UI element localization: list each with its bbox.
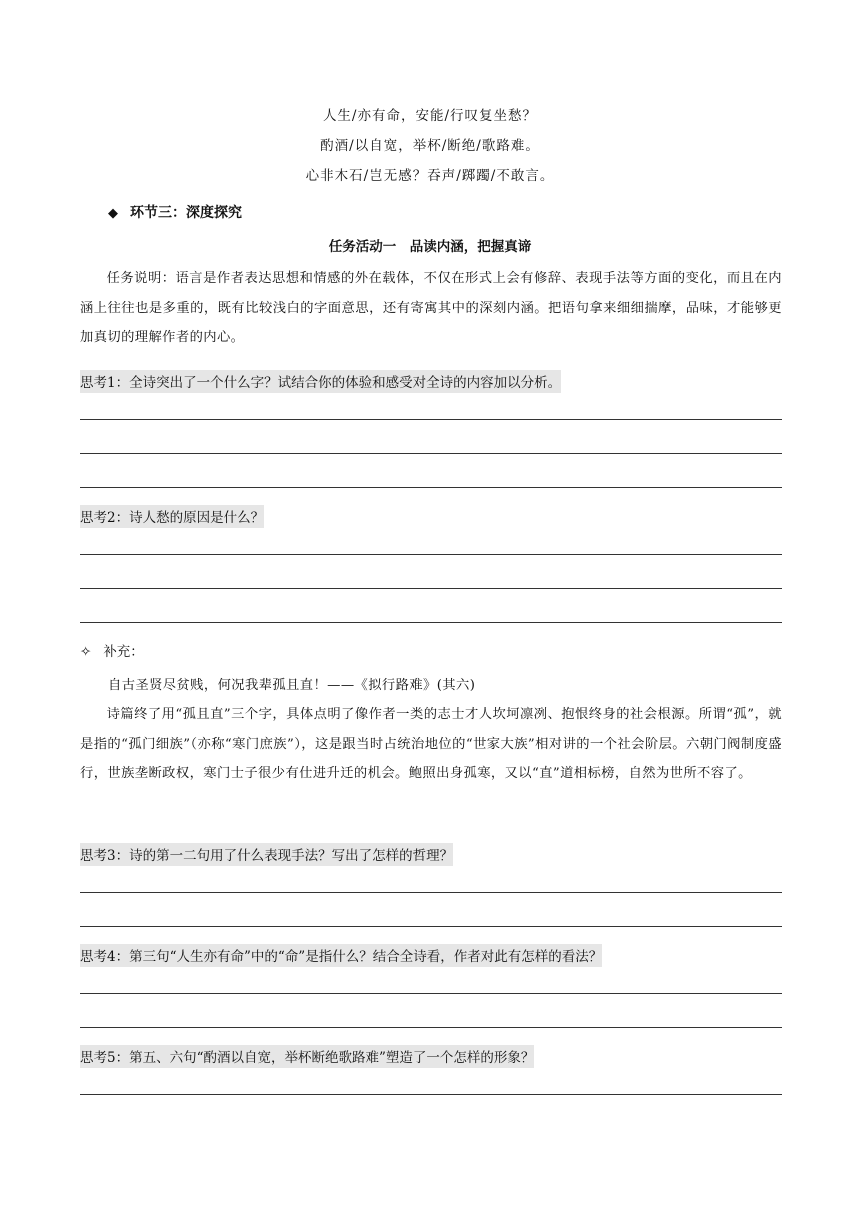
supplement-explanation: 诗篇终了用“孤且直”三个字，具体点明了像作者一类的志士才人坎坷凛冽、抱恨终身的社会根源。所谓“孤”，就是指的“孤门细族”（亦称“寒门庶族”），这是跟当时占统治地位的“世家大族”相对讲的一个社会阶层。六朝门阀制度盛行，世族垄断政权，寒门士子很少有仕进升迁的机会。鲍照出身孤寒，又以“直”道相标榜，自然为世所不容了。 <box>80 707 782 781</box>
answer-line[interactable] <box>80 993 782 994</box>
answer-line[interactable] <box>80 453 782 454</box>
question-3: 思考3：诗的第一二句用了什么表现手法？写出了怎样的哲理？ <box>80 843 453 866</box>
task-title: 任务活动一 品读内涵，把握真谛 <box>328 239 532 255</box>
answer-line[interactable] <box>80 487 782 488</box>
poem-line: 酌酒/以自宽，举杯/断绝/歌路难。 <box>320 138 540 154</box>
question-4: 思考4：第三句“人生亦有命”中的“命”是指什么？结合全诗看，作者对此有怎样的看法？ <box>80 944 602 967</box>
supplement-label: 补充： <box>103 644 144 660</box>
sparkle-bullet-icon: ✧ <box>80 644 92 660</box>
question-5: 思考5：第五、六句“酌酒以自宽，举杯断绝歌路难”塑造了一个怎样的形象？ <box>80 1045 534 1068</box>
section-title: 环节三：深度探究 <box>130 205 242 221</box>
answer-line[interactable] <box>80 926 782 927</box>
question-1: 思考1：全诗突出了一个什么字？试结合你的体验和感受对全诗的内容加以分析。 <box>80 370 561 393</box>
question-2: 思考2：诗人愁的原因是什么？ <box>80 505 264 528</box>
supplement-heading <box>80 640 144 660</box>
answer-line[interactable] <box>80 419 782 420</box>
section-heading <box>108 202 242 222</box>
poem-line: 人生/亦有命，安能/行叹复坐愁？ <box>322 108 538 124</box>
poem-line: 心非木石/岂无感？吞声/踯躅/不敢言。 <box>305 168 555 184</box>
answer-line[interactable] <box>80 892 782 893</box>
answer-line[interactable] <box>80 554 782 555</box>
diamond-bullet-icon: ◆ <box>108 206 118 221</box>
answer-line[interactable] <box>80 622 782 623</box>
supplement-quote: 自古圣贤尽贫贱，何况我辈孤且直！——《拟行路难》(其六) <box>108 678 476 693</box>
answer-line[interactable] <box>80 1027 782 1028</box>
answer-line[interactable] <box>80 588 782 589</box>
task-description: 任务说明：语言是作者表达思想和情感的外在载体，不仅在形式上会有修辞、表现手法等方面的变化，而且在内涵上往往也是多重的，既有比较浅白的字面意思，还有寄寓其中的深刻内涵。把语句拿来细细揣摩，品味，才能够更加真切的理解作者的内心。 <box>80 271 782 345</box>
answer-line[interactable] <box>80 1094 782 1095</box>
